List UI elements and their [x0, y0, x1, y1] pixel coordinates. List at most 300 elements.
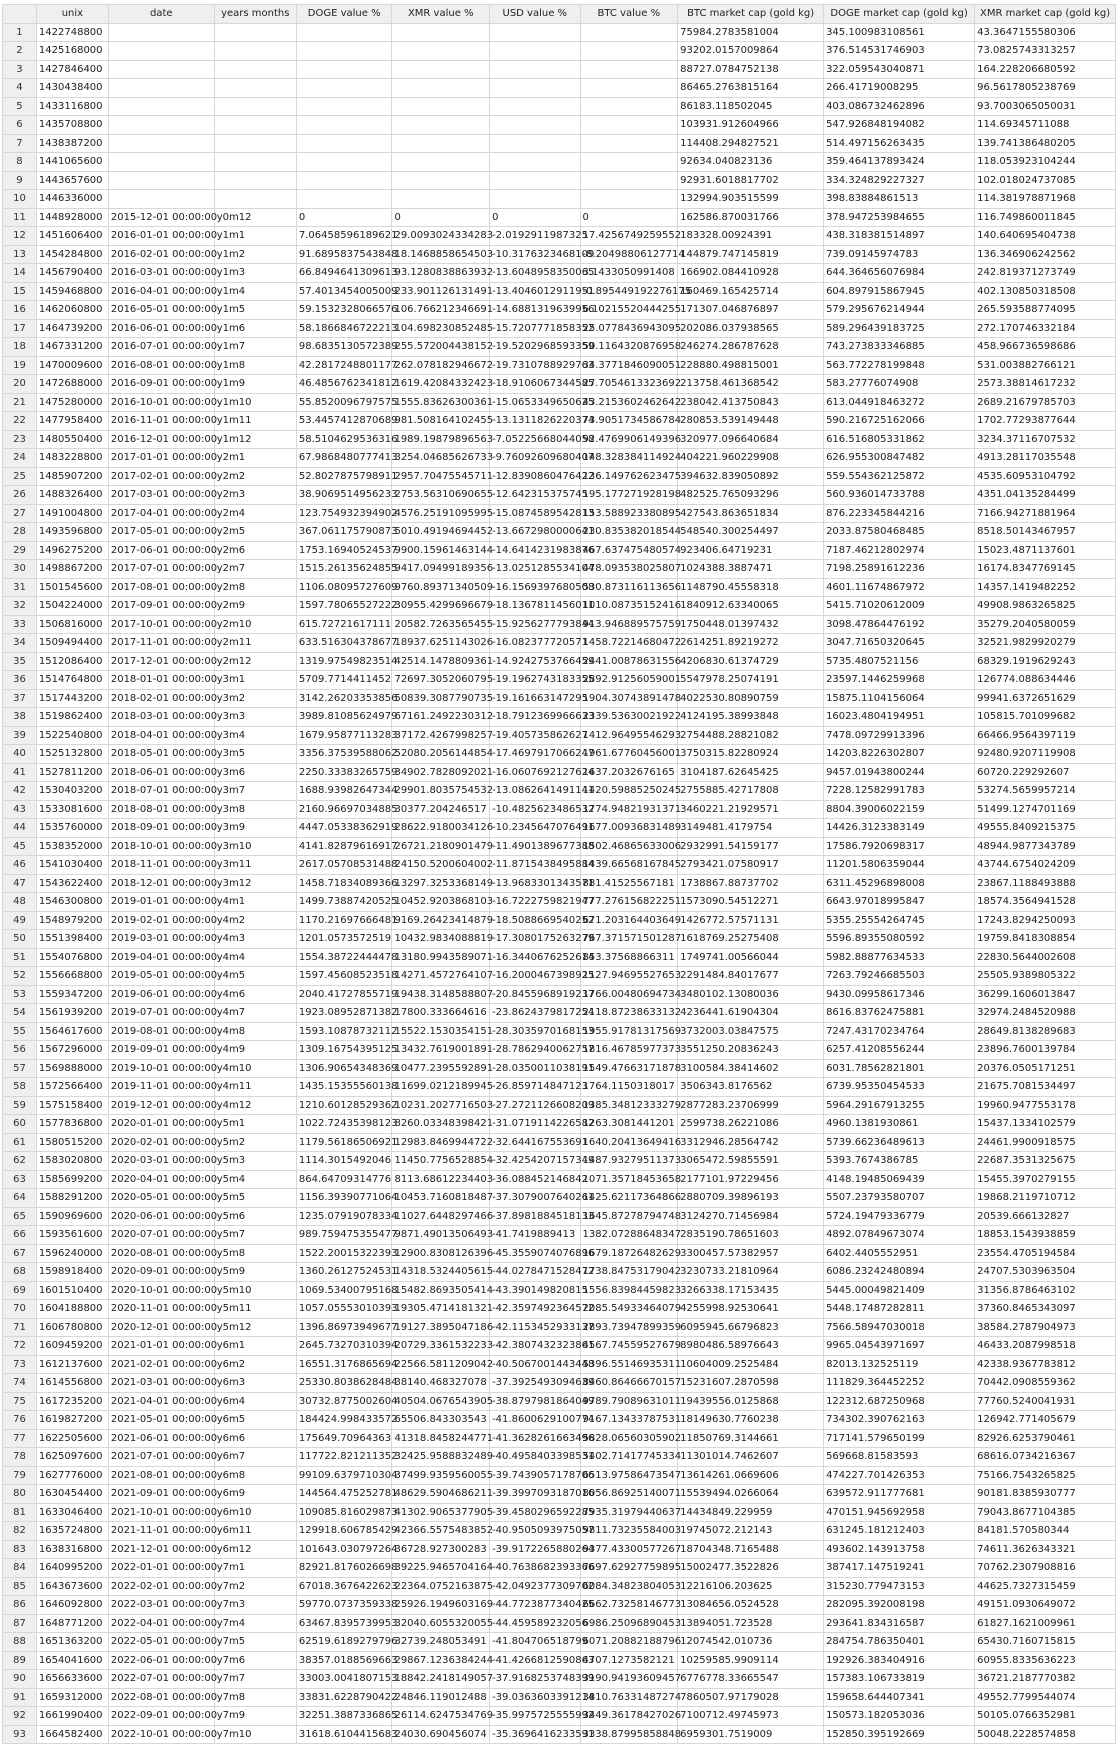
doge-value-cell[interactable]: 1688.93982647344: [296, 782, 392, 801]
btc-market-cap-cell[interactable]: 14434849.229959: [678, 1503, 824, 1522]
unix-cell[interactable]: 1638316800: [36, 1540, 108, 1559]
years-months-cell[interactable]: y3m6: [214, 763, 296, 782]
years-months-cell[interactable]: y6m5: [214, 1411, 296, 1430]
date-cell[interactable]: 2016-11-01 00:00:00: [108, 412, 214, 431]
btc-value-cell[interactable]: 3190.94193609457: [580, 1670, 678, 1689]
xmr-market-cap-cell[interactable]: 7166.94271881964: [975, 504, 1116, 523]
usd-value-column-header[interactable]: USD value %: [490, 5, 580, 24]
xmr-market-cap-cell[interactable]: 49555.8409215375: [975, 819, 1116, 838]
years-months-cell[interactable]: y7m7: [214, 1670, 296, 1689]
xmr-value-cell[interactable]: 32425.9588832489: [392, 1448, 490, 1467]
btc-value-cell[interactable]: 230.835382018544: [580, 523, 678, 542]
unix-cell[interactable]: 1606780800: [36, 1318, 108, 1337]
years-months-cell[interactable]: y6m2: [214, 1355, 296, 1374]
usd-value-cell[interactable]: -16.1569397680508: [490, 578, 580, 597]
xmr-market-cap-cell[interactable]: 242.819371273749: [975, 264, 1116, 283]
years-months-cell[interactable]: y1m4: [214, 282, 296, 301]
xmr-market-cap-cell[interactable]: 50048.2228574858: [975, 1725, 1116, 1744]
unix-cell[interactable]: 1480550400: [36, 430, 108, 449]
doge-value-cell[interactable]: 33003.0041807153: [296, 1670, 392, 1689]
btc-market-cap-cell[interactable]: 92634.040823136: [678, 153, 824, 172]
xmr-market-cap-cell[interactable]: 77760.5240041931: [975, 1392, 1116, 1411]
unix-cell[interactable]: 1654041600: [36, 1651, 108, 1670]
row-number[interactable]: 46: [3, 856, 37, 875]
years-months-cell[interactable]: y4m4: [214, 948, 296, 967]
years-months-cell[interactable]: y5m2: [214, 1133, 296, 1152]
row-number[interactable]: 28: [3, 523, 37, 542]
date-cell[interactable]: 2018-06-01 00:00:00: [108, 763, 214, 782]
xmr-value-cell[interactable]: 2957.70475545711: [392, 467, 490, 486]
row-number[interactable]: 70: [3, 1300, 37, 1319]
date-cell[interactable]: 2020-06-01 00:00:00: [108, 1207, 214, 1226]
xmr-value-cell[interactable]: 29901.8035754532: [392, 782, 490, 801]
xmr-value-cell[interactable]: 93.1280838863932: [392, 264, 490, 283]
btc-value-cell[interactable]: 6513.97586473547: [580, 1466, 678, 1485]
btc-value-cell[interactable]: 0: [580, 208, 678, 227]
usd-value-cell[interactable]: -43.390149820815: [490, 1281, 580, 1300]
usd-value-cell[interactable]: -42.0492377309702: [490, 1577, 580, 1596]
btc-market-cap-cell[interactable]: 213758.461368542: [678, 375, 824, 394]
doge-value-cell[interactable]: 58.5104629536316: [296, 430, 392, 449]
usd-value-cell[interactable]: -10.3176323468109: [490, 245, 580, 264]
unix-cell[interactable]: 1646092800: [36, 1596, 108, 1615]
xmr-value-cell[interactable]: [392, 190, 490, 209]
row-number[interactable]: 14: [3, 264, 37, 283]
years-months-cell[interactable]: [214, 79, 296, 98]
xmr-value-cell[interactable]: 40504.0676543905: [392, 1392, 490, 1411]
doge-market-cap-cell[interactable]: 6086.23242480894: [824, 1263, 975, 1282]
date-cell[interactable]: [108, 116, 214, 135]
doge-value-cell[interactable]: 38.9069514956233: [296, 486, 392, 505]
btc-market-cap-cell[interactable]: 103931.912604966: [678, 116, 824, 135]
doge-market-cap-cell[interactable]: 3047.71650320645: [824, 634, 975, 653]
xmr-market-cap-cell[interactable]: 24461.9900918575: [975, 1133, 1116, 1152]
unix-cell[interactable]: 1614556800: [36, 1374, 108, 1393]
date-cell[interactable]: 2017-02-01 00:00:00: [108, 467, 214, 486]
doge-market-cap-cell[interactable]: 345.100983108561: [824, 23, 975, 42]
date-cell[interactable]: [108, 23, 214, 42]
row-number[interactable]: 26: [3, 486, 37, 505]
years-months-cell[interactable]: y4m10: [214, 1059, 296, 1078]
unix-cell[interactable]: 1604188800: [36, 1300, 108, 1319]
doge-market-cap-cell[interactable]: 192926.383404916: [824, 1651, 975, 1670]
xmr-market-cap-cell[interactable]: 402.130850318508: [975, 282, 1116, 301]
years-months-cell[interactable]: y7m5: [214, 1633, 296, 1652]
xmr-market-cap-cell[interactable]: 49552.7799544074: [975, 1688, 1116, 1707]
row-number[interactable]: 76: [3, 1411, 37, 1430]
unix-cell[interactable]: 1538352000: [36, 837, 108, 856]
date-cell[interactable]: 2021-02-01 00:00:00: [108, 1355, 214, 1374]
unix-cell[interactable]: 1501545600: [36, 578, 108, 597]
xmr-value-cell[interactable]: 9417.09499189356: [392, 560, 490, 579]
unix-cell[interactable]: 1522540800: [36, 726, 108, 745]
row-number[interactable]: 56: [3, 1041, 37, 1060]
years-months-cell[interactable]: y3m1: [214, 671, 296, 690]
row-number[interactable]: 32: [3, 597, 37, 616]
xmr-market-cap-cell[interactable]: 105815.701099682: [975, 708, 1116, 727]
xmr-market-cap-cell[interactable]: 118.053923104244: [975, 153, 1116, 172]
years-months-cell[interactable]: y1m12: [214, 430, 296, 449]
years-months-cell[interactable]: [214, 60, 296, 79]
usd-value-cell[interactable]: -16.2000467398925: [490, 967, 580, 986]
btc-market-cap-cell[interactable]: 5547978.25074191: [678, 671, 824, 690]
btc-value-cell[interactable]: 913.946889575759: [580, 615, 678, 634]
usd-value-cell[interactable]: -40.4958403398531: [490, 1448, 580, 1467]
years-months-cell[interactable]: [214, 23, 296, 42]
btc-market-cap-column-header[interactable]: BTC market cap (gold kg): [678, 5, 824, 24]
usd-value-cell[interactable]: -7.05225668044058: [490, 430, 580, 449]
xmr-market-cap-cell[interactable]: 23867.1188493888: [975, 874, 1116, 893]
xmr-market-cap-cell[interactable]: 272.170746332184: [975, 319, 1116, 338]
usd-value-cell[interactable]: -32.4254207157349: [490, 1152, 580, 1171]
xmr-value-cell[interactable]: 24846.119012488: [392, 1688, 490, 1707]
date-cell[interactable]: 2018-02-01 00:00:00: [108, 689, 214, 708]
unix-cell[interactable]: 1475280000: [36, 393, 108, 412]
xmr-value-column-header[interactable]: XMR value %: [392, 5, 490, 24]
btc-market-cap-cell[interactable]: 171307.046876897: [678, 301, 824, 320]
row-number[interactable]: 73: [3, 1355, 37, 1374]
btc-market-cap-cell[interactable]: 280853.539149448: [678, 412, 824, 431]
btc-market-cap-cell[interactable]: 427543.863651834: [678, 504, 824, 523]
row-number[interactable]: 7: [3, 134, 37, 153]
xmr-market-cap-cell[interactable]: 60955.8335636223: [975, 1651, 1116, 1670]
doge-market-cap-cell[interactable]: 6031.78562821801: [824, 1059, 975, 1078]
btc-value-cell[interactable]: 4567.74559527679: [580, 1337, 678, 1356]
btc-market-cap-cell[interactable]: 88727.0784752138: [678, 60, 824, 79]
unix-cell[interactable]: 1630454400: [36, 1485, 108, 1504]
date-cell[interactable]: 2018-03-01 00:00:00: [108, 708, 214, 727]
btc-market-cap-cell[interactable]: 2932991.54159177: [678, 837, 824, 856]
date-cell[interactable]: 2020-02-01 00:00:00: [108, 1133, 214, 1152]
years-months-cell[interactable]: y5m9: [214, 1263, 296, 1282]
unix-column-header[interactable]: unix: [36, 5, 108, 24]
usd-value-cell[interactable]: -12.642315375745: [490, 486, 580, 505]
date-cell[interactable]: 2022-01-01 00:00:00: [108, 1559, 214, 1578]
usd-value-cell[interactable]: -15.0653349650625: [490, 393, 580, 412]
unix-cell[interactable]: 1438387200: [36, 134, 108, 153]
doge-value-cell[interactable]: [296, 23, 392, 42]
years-months-cell[interactable]: y7m9: [214, 1707, 296, 1726]
xmr-value-cell[interactable]: [392, 42, 490, 61]
xmr-value-cell[interactable]: 32040.6055320055: [392, 1614, 490, 1633]
date-cell[interactable]: 2022-10-01 00:00:00: [108, 1725, 214, 1744]
btc-market-cap-cell[interactable]: 86183.118502045: [678, 97, 824, 116]
doge-market-cap-cell[interactable]: 5735.4807521156: [824, 652, 975, 671]
xmr-market-cap-cell[interactable]: 43.3647155580306: [975, 23, 1116, 42]
doge-value-cell[interactable]: 1597.45608523518: [296, 967, 392, 986]
usd-value-cell[interactable]: -39.3997093187016: [490, 1485, 580, 1504]
btc-value-cell[interactable]: 5828.06560305902: [580, 1429, 678, 1448]
unix-cell[interactable]: 1635724800: [36, 1522, 108, 1541]
row-number[interactable]: 49: [3, 911, 37, 930]
btc-market-cap-cell[interactable]: 160469.165425714: [678, 282, 824, 301]
years-months-cell[interactable]: y1m2: [214, 245, 296, 264]
date-cell[interactable]: 2020-09-01 00:00:00: [108, 1263, 214, 1282]
unix-cell[interactable]: 1435708800: [36, 116, 108, 135]
btc-value-cell[interactable]: [580, 134, 678, 153]
xmr-market-cap-cell[interactable]: 42338.9367783812: [975, 1355, 1116, 1374]
unix-cell[interactable]: 1580515200: [36, 1133, 108, 1152]
doge-market-cap-cell[interactable]: 111829.364452252: [824, 1374, 975, 1393]
usd-value-cell[interactable]: -42.3597492364572: [490, 1300, 580, 1319]
xmr-value-cell[interactable]: 30377.204246517: [392, 800, 490, 819]
unix-cell[interactable]: 1462060800: [36, 301, 108, 320]
date-cell[interactable]: 2022-04-01 00:00:00: [108, 1614, 214, 1633]
years-months-cell[interactable]: y6m11: [214, 1522, 296, 1541]
xmr-value-cell[interactable]: [392, 153, 490, 172]
unix-cell[interactable]: 1619827200: [36, 1411, 108, 1430]
doge-market-cap-cell[interactable]: 6402.4405552951: [824, 1244, 975, 1263]
usd-value-cell[interactable]: -19.161663147295: [490, 689, 580, 708]
btc-market-cap-cell[interactable]: 4236441.61904304: [678, 1004, 824, 1023]
years-months-cell[interactable]: y7m10: [214, 1725, 296, 1744]
btc-value-cell[interactable]: 1458.72214680472: [580, 634, 678, 653]
btc-market-cap-cell[interactable]: 183328.00924391: [678, 227, 824, 246]
xmr-value-cell[interactable]: 52080.2056144854: [392, 745, 490, 764]
date-cell[interactable]: 2016-12-01 00:00:00: [108, 430, 214, 449]
doge-market-cap-column-header[interactable]: DOGE market cap (gold kg): [824, 5, 975, 24]
years-months-cell[interactable]: y7m1: [214, 1559, 296, 1578]
row-number[interactable]: 85: [3, 1577, 37, 1596]
doge-market-cap-cell[interactable]: 5415.71020612009: [824, 597, 975, 616]
xmr-value-cell[interactable]: 104.698230852485: [392, 319, 490, 338]
years-months-cell[interactable]: y3m8: [214, 800, 296, 819]
unix-cell[interactable]: 1470009600: [36, 356, 108, 375]
doge-value-cell[interactable]: 1499.73887420525: [296, 893, 392, 912]
xmr-value-cell[interactable]: 67161.2492230312: [392, 708, 490, 727]
doge-value-cell[interactable]: [296, 134, 392, 153]
usd-value-cell[interactable]: -10.4825623486532: [490, 800, 580, 819]
btc-value-cell[interactable]: 1679.18726482629: [580, 1244, 678, 1263]
xmr-market-cap-cell[interactable]: 19868.2119710712: [975, 1189, 1116, 1208]
row-number[interactable]: 37: [3, 689, 37, 708]
btc-value-cell[interactable]: 136.149762623475: [580, 467, 678, 486]
doge-market-cap-cell[interactable]: 583.27776074908: [824, 375, 975, 394]
doge-value-cell[interactable]: 1306.90654348369: [296, 1059, 392, 1078]
usd-value-cell[interactable]: -41.3628261663496: [490, 1429, 580, 1448]
btc-market-cap-cell[interactable]: 144879.747145819: [678, 245, 824, 264]
date-cell[interactable]: 2017-12-01 00:00:00: [108, 652, 214, 671]
btc-value-cell[interactable]: 195.177271928198: [580, 486, 678, 505]
years-months-cell[interactable]: y3m3: [214, 708, 296, 727]
xmr-market-cap-cell[interactable]: 99941.6372651629: [975, 689, 1116, 708]
doge-market-cap-cell[interactable]: 11201.5806359044: [824, 856, 975, 875]
btc-value-cell[interactable]: 1645.87278794748: [580, 1207, 678, 1226]
xmr-value-cell[interactable]: 981.508164102455: [392, 412, 490, 431]
btc-market-cap-cell[interactable]: 2754488.28821082: [678, 726, 824, 745]
xmr-value-cell[interactable]: 10477.2395592891: [392, 1059, 490, 1078]
doge-market-cap-cell[interactable]: 376.514531746903: [824, 42, 975, 61]
row-number[interactable]: 75: [3, 1392, 37, 1411]
years-months-cell[interactable]: y1m3: [214, 264, 296, 283]
row-number[interactable]: 51: [3, 948, 37, 967]
doge-value-cell[interactable]: 1522.20015322393: [296, 1244, 392, 1263]
xmr-value-cell[interactable]: 26721.2180901479: [392, 837, 490, 856]
unix-cell[interactable]: 1561939200: [36, 1004, 108, 1023]
xmr-value-cell[interactable]: 29.0093024334283: [392, 227, 490, 246]
date-cell[interactable]: 2018-07-01 00:00:00: [108, 782, 214, 801]
unix-cell[interactable]: 1441065600: [36, 153, 108, 172]
date-column-header[interactable]: date: [108, 5, 214, 24]
years-months-cell[interactable]: y3m9: [214, 819, 296, 838]
xmr-market-cap-cell[interactable]: 31356.8786463102: [975, 1281, 1116, 1300]
usd-value-cell[interactable]: -39.7439057178706: [490, 1466, 580, 1485]
btc-value-cell[interactable]: 1549.47663171878: [580, 1059, 678, 1078]
years-months-cell[interactable]: y3m11: [214, 856, 296, 875]
btc-value-cell[interactable]: [580, 116, 678, 135]
doge-value-cell[interactable]: 1106.08095727609: [296, 578, 392, 597]
doge-value-cell[interactable]: 3989.81085624979: [296, 708, 392, 727]
xmr-value-cell[interactable]: 2753.56310690655: [392, 486, 490, 505]
btc-market-cap-cell[interactable]: 13894051.723528: [678, 1614, 824, 1633]
xmr-value-cell[interactable]: 20582.7263565455: [392, 615, 490, 634]
doge-value-cell[interactable]: 30732.8775002604: [296, 1392, 392, 1411]
usd-value-cell[interactable]: -17.4697917066247: [490, 745, 580, 764]
years-months-cell[interactable]: y6m6: [214, 1429, 296, 1448]
doge-market-cap-cell[interactable]: 474227.701426353: [824, 1466, 975, 1485]
years-months-cell[interactable]: y1m8: [214, 356, 296, 375]
xmr-value-cell[interactable]: [392, 171, 490, 190]
xmr-market-cap-cell[interactable]: 140.640695404738: [975, 227, 1116, 246]
unix-cell[interactable]: 1485907200: [36, 467, 108, 486]
doge-market-cap-cell[interactable]: 5507.23793580707: [824, 1189, 975, 1208]
date-cell[interactable]: 2021-11-01 00:00:00: [108, 1522, 214, 1541]
xmr-market-cap-cell[interactable]: 15023.4871137601: [975, 541, 1116, 560]
doge-market-cap-cell[interactable]: 7263.79246685503: [824, 967, 975, 986]
btc-market-cap-cell[interactable]: 12216106.203625: [678, 1577, 824, 1596]
xmr-value-cell[interactable]: 41302.9065377905: [392, 1503, 490, 1522]
row-number[interactable]: 47: [3, 874, 37, 893]
date-cell[interactable]: [108, 79, 214, 98]
xmr-market-cap-cell[interactable]: 36299.1606013847: [975, 985, 1116, 1004]
xmr-market-cap-cell[interactable]: 8518.50143467957: [975, 523, 1116, 542]
unix-cell[interactable]: 1601510400: [36, 1281, 108, 1300]
xmr-value-cell[interactable]: 39225.9465704164: [392, 1559, 490, 1578]
doge-market-cap-cell[interactable]: 438.318381514897: [824, 227, 975, 246]
unix-cell[interactable]: 1648771200: [36, 1614, 108, 1633]
doge-value-cell[interactable]: 1554.38722444478: [296, 948, 392, 967]
row-number-header[interactable]: [3, 5, 37, 24]
usd-value-cell[interactable]: -32.644167553691: [490, 1133, 580, 1152]
doge-market-cap-cell[interactable]: 403.086732462896: [824, 97, 975, 116]
unix-cell[interactable]: 1456790400: [36, 264, 108, 283]
xmr-market-cap-column-header[interactable]: XMR market cap (gold kg): [975, 5, 1116, 24]
btc-market-cap-cell[interactable]: 3506343.8176562: [678, 1078, 824, 1097]
date-cell[interactable]: 2015-12-01 00:00:00: [108, 208, 214, 227]
xmr-market-cap-cell[interactable]: 1702.77293877644: [975, 412, 1116, 431]
btc-market-cap-cell[interactable]: 75984.2783581004: [678, 23, 824, 42]
btc-value-cell[interactable]: 467.637475480574: [580, 541, 678, 560]
unix-cell[interactable]: 1617235200: [36, 1392, 108, 1411]
doge-market-cap-cell[interactable]: 282095.392008198: [824, 1596, 975, 1615]
usd-value-cell[interactable]: [490, 42, 580, 61]
unix-cell[interactable]: 1546300800: [36, 893, 108, 912]
doge-value-cell[interactable]: 46.4856762341812: [296, 375, 392, 394]
btc-value-cell[interactable]: [580, 97, 678, 116]
years-months-cell[interactable]: y5m8: [214, 1244, 296, 1263]
xmr-value-cell[interactable]: 19127.3895047186: [392, 1318, 490, 1337]
unix-cell[interactable]: 1504224000: [36, 597, 108, 616]
xmr-market-cap-cell[interactable]: 90181.8385930777: [975, 1485, 1116, 1504]
doge-market-cap-cell[interactable]: 590.216725162066: [824, 412, 975, 431]
btc-market-cap-cell[interactable]: 132994.903515599: [678, 190, 824, 209]
btc-value-cell[interactable]: 777.276156822251: [580, 893, 678, 912]
years-months-cell[interactable]: y2m10: [214, 615, 296, 634]
btc-market-cap-cell[interactable]: 114408.294827521: [678, 134, 824, 153]
row-number[interactable]: 89: [3, 1651, 37, 1670]
btc-market-cap-cell[interactable]: 1840912.63340065: [678, 597, 824, 616]
doge-value-cell[interactable]: 2040.41727855719: [296, 985, 392, 1004]
xmr-value-cell[interactable]: 22566.5811209042: [392, 1355, 490, 1374]
usd-value-cell[interactable]: -35.9975725555992: [490, 1707, 580, 1726]
btc-value-cell[interactable]: 6.10215520444255: [580, 301, 678, 320]
btc-market-cap-cell[interactable]: 4124195.38993848: [678, 708, 824, 727]
xmr-value-cell[interactable]: 14318.5324405615: [392, 1263, 490, 1282]
btc-market-cap-cell[interactable]: 6959301.7519009: [678, 1725, 824, 1744]
date-cell[interactable]: 2020-07-01 00:00:00: [108, 1226, 214, 1245]
date-cell[interactable]: 2017-04-01 00:00:00: [108, 504, 214, 523]
unix-cell[interactable]: 1643673600: [36, 1577, 108, 1596]
usd-value-cell[interactable]: -17.3080175263279: [490, 930, 580, 949]
date-cell[interactable]: 2021-12-01 00:00:00: [108, 1540, 214, 1559]
xmr-market-cap-cell[interactable]: 4913.28117035548: [975, 449, 1116, 468]
btc-market-cap-cell[interactable]: 3750315.82280924: [678, 745, 824, 764]
usd-value-cell[interactable]: -13.0251285534104: [490, 560, 580, 579]
usd-value-cell[interactable]: -36.088452146842: [490, 1170, 580, 1189]
btc-value-cell[interactable]: 2339.53630021922: [580, 708, 678, 727]
doge-value-cell[interactable]: 1201.0573572519: [296, 930, 392, 949]
xmr-value-cell[interactable]: 106.766212346691: [392, 301, 490, 320]
row-number[interactable]: 90: [3, 1670, 37, 1689]
usd-value-cell[interactable]: [490, 134, 580, 153]
row-number[interactable]: 55: [3, 1022, 37, 1041]
doge-value-cell[interactable]: 59.1532328066576: [296, 301, 392, 320]
unix-cell[interactable]: 1509494400: [36, 634, 108, 653]
unix-cell[interactable]: 1564617600: [36, 1022, 108, 1041]
date-cell[interactable]: 2017-11-01 00:00:00: [108, 634, 214, 653]
date-cell[interactable]: 2021-07-01 00:00:00: [108, 1448, 214, 1467]
xmr-market-cap-cell[interactable]: 25505.9389805322: [975, 967, 1116, 986]
years-months-cell[interactable]: y5m5: [214, 1189, 296, 1208]
xmr-value-cell[interactable]: 9900.15961463144: [392, 541, 490, 560]
doge-market-cap-cell[interactable]: 563.772278199848: [824, 356, 975, 375]
years-months-cell[interactable]: y1m5: [214, 301, 296, 320]
btc-value-cell[interactable]: 50.1164320876958: [580, 338, 678, 357]
row-number[interactable]: 8: [3, 153, 37, 172]
doge-market-cap-cell[interactable]: 734302.390762163: [824, 1411, 975, 1430]
xmr-value-cell[interactable]: 10231.2027716503: [392, 1096, 490, 1115]
usd-value-cell[interactable]: -28.3035970168153: [490, 1022, 580, 1041]
btc-value-cell[interactable]: [580, 190, 678, 209]
doge-value-cell[interactable]: 1593.10878732112: [296, 1022, 392, 1041]
years-months-cell[interactable]: y7m2: [214, 1577, 296, 1596]
xmr-market-cap-cell[interactable]: 126774.088634446: [975, 671, 1116, 690]
row-number[interactable]: 87: [3, 1614, 37, 1633]
row-number[interactable]: 63: [3, 1170, 37, 1189]
xmr-market-cap-cell[interactable]: 15455.3970279155: [975, 1170, 1116, 1189]
doge-value-cell[interactable]: 117722.821211352: [296, 1448, 392, 1467]
doge-market-cap-cell[interactable]: 9457.01943800244: [824, 763, 975, 782]
years-months-cell[interactable]: y4m5: [214, 967, 296, 986]
xmr-value-cell[interactable]: 262.078182946672: [392, 356, 490, 375]
row-number[interactable]: 4: [3, 79, 37, 98]
years-months-cell[interactable]: y4m2: [214, 911, 296, 930]
btc-value-cell[interactable]: 1439.66568167845: [580, 856, 678, 875]
unix-cell[interactable]: 1517443200: [36, 689, 108, 708]
doge-value-cell[interactable]: 2250.33383265759: [296, 763, 392, 782]
doge-market-cap-cell[interactable]: 150573.182053036: [824, 1707, 975, 1726]
btc-market-cap-cell[interactable]: 93202.0157009864: [678, 42, 824, 61]
